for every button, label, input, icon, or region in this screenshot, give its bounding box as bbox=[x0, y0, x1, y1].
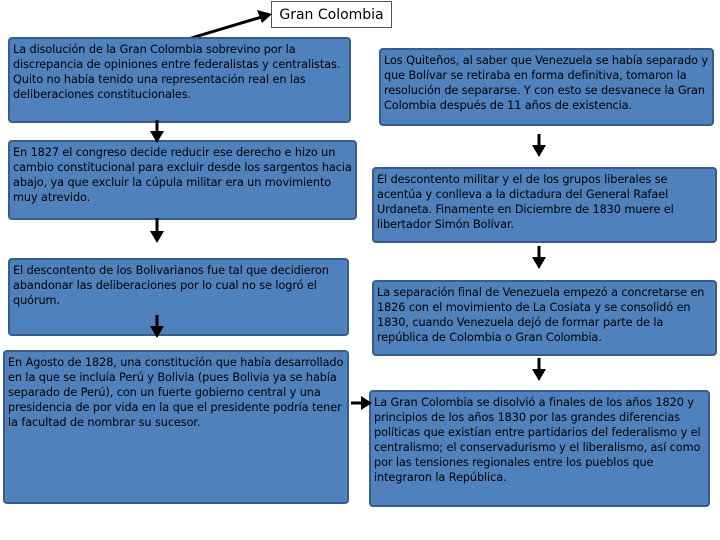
left-box-2: En 1827 el congreso decide reducir ese derecho e hizo un cambio constitucional para excluir desde los sargentos hacia abajo, ya que excluir la cúpula militar era un movimiento muy atrevido. bbox=[8, 140, 357, 220]
left-box-3: El descontento de los Bolivarianos fue tal que decidieron abandonar las deliberaciones por lo cual no se logró el quórum. bbox=[8, 258, 349, 336]
arrow-down-icon bbox=[531, 134, 547, 158]
arrow-right-icon bbox=[351, 395, 373, 411]
arrow-down-icon bbox=[149, 218, 165, 244]
right-box-2: El descontento militar y el de los grupos liberales se acentúa y conlleva a la dictadura del General Rafael Urdaneta. Finamente en Diciembre de 1830 muere el libertador Simón Bolívar. bbox=[372, 167, 717, 243]
left-box-1: La disolución de la Gran Colombia sobrevino por la discrepancia de opiniones entre federalistas y centralistas. Quito no había tenido una representación real en las deliberaciones constitucionales. bbox=[8, 37, 351, 123]
right-box-3: La separación final de Venezuela empezó a concretarse en 1826 con el movimiento de La Cosiata y se consolidó en 1830, cuando Venezuela dejó de formar parte de la república de Colombia o Gran Colombia. bbox=[372, 280, 717, 356]
arrow-down-icon bbox=[149, 315, 165, 339]
arrow-down-icon bbox=[149, 120, 165, 144]
right-box-4: La Gran Colombia se disolvió a finales de los años 1820 y principios de los años 1830 por las grandes diferencias políticas que existían entre partidarios del federalismo y el centralismo; el conservadurismo y el liberalismo, así como por las tensiones regionales entre los pueblos que integraron la República. bbox=[369, 390, 710, 507]
left-box-4: En Agosto de 1828, una constitución que había desarrollado en la que se incluía Perú y Bolivia (pues Bolivia ya se había separado de Perú), con un fuerte gobierno central y una presidencia de por vida en la que el presidente podría tener la facultad de nombrar su sucesor. bbox=[3, 350, 349, 504]
diagram-title: Gran Colombia bbox=[271, 1, 392, 28]
arrow-down-icon bbox=[531, 246, 547, 270]
right-box-1: Los Quiteños, al saber que Venezuela se había separado y que Bolívar se retiraba en forma definitiva, tomaron la resolución de separarse. Y con esto se desvanece la Gran Colombia después de 11 años de existencia. bbox=[379, 48, 714, 126]
arrow-down-icon bbox=[531, 358, 547, 382]
